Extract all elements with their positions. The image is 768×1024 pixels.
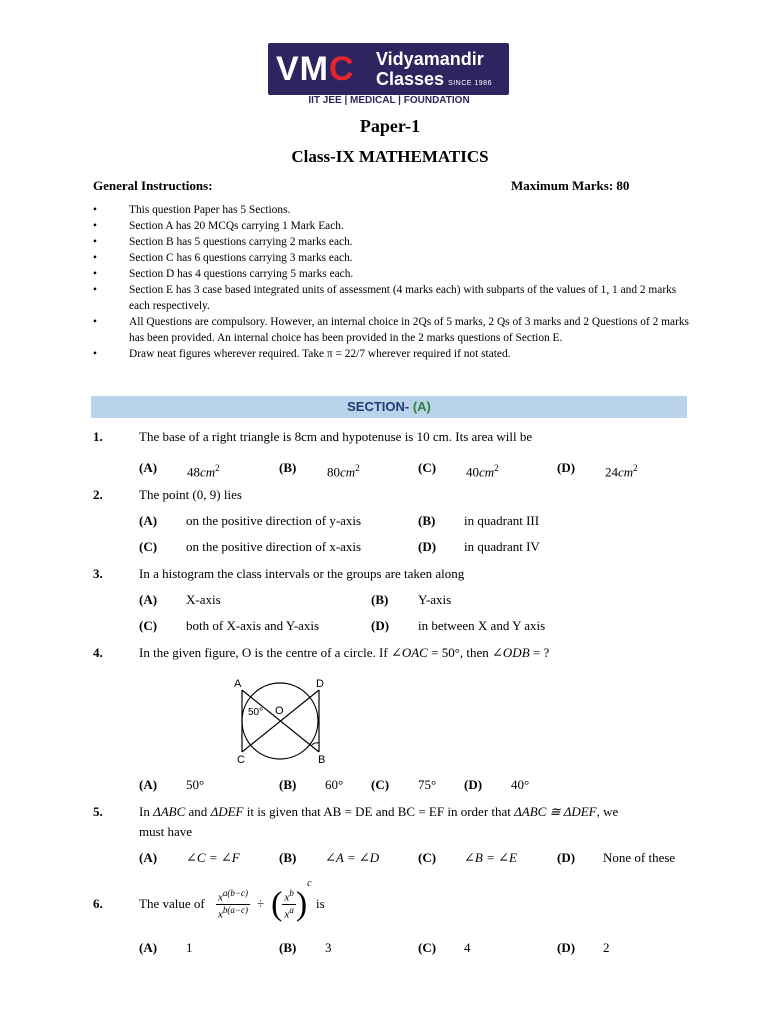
option-a: (A): [139, 592, 158, 607]
subject-title: Class-IX MATHEMATICS: [291, 147, 489, 166]
question-number: 5.: [93, 804, 103, 819]
option-a: (A): [139, 940, 158, 955]
option-d-text: None of these: [603, 850, 676, 865]
option-a-text: 50°: [186, 777, 205, 792]
label-b: B: [318, 754, 326, 766]
question-text: In ΔABC and ΔDEF it is given that AB = DE and BC = EF in order that ΔABC ≅ ΔDEF, we: [139, 804, 619, 819]
option-a: (A): [139, 850, 158, 865]
question-text: The base of a right triangle is 8cm and hypotenuse is 10 cm. Its area will be: [139, 429, 533, 444]
option-c-text: ∠B = ∠E: [464, 850, 517, 865]
option-b-text: Y-axis: [418, 592, 452, 607]
tagline: IIT JEE | MEDICAL | FOUNDATION: [308, 95, 470, 106]
option-d-text: 2: [603, 940, 610, 955]
instructions-list: [93, 203, 693, 363]
question-text: In a histogram the class intervals or the groups are taken along: [139, 566, 465, 581]
option-b-text: in quadrant III: [464, 513, 540, 528]
option-b-text: 3: [325, 940, 332, 955]
option-c: (C): [139, 539, 158, 554]
logo-name: Vidyamandir Classes SINCE 1986: [376, 49, 492, 89]
option-b: (B): [371, 592, 389, 607]
label-d: D: [316, 678, 324, 690]
option-d-text: 40°: [511, 777, 530, 792]
instruction-item: • Section D has 4 questions carrying 5 marks each.: [93, 268, 354, 281]
question-number: 4.: [93, 645, 103, 660]
option-a-text: ∠C = ∠F: [186, 850, 240, 865]
option-a: (A): [139, 460, 158, 475]
instruction-item: • Section C has 6 questions carrying 3 marks each.: [93, 252, 353, 265]
instruction-item: • Section B has 5 questions carrying 2 marks each.: [93, 236, 353, 249]
option-c-text: 4: [464, 940, 471, 955]
instruction-item: • Section A has 20 MCQs carrying 1 Mark Each.: [93, 220, 344, 233]
option-d: (D): [557, 940, 576, 955]
vmc-logo: [268, 43, 509, 95]
option-d-text: in quadrant IV: [464, 539, 540, 554]
label-o: O: [275, 705, 284, 717]
question-text-line2: must have: [139, 824, 193, 839]
instruction-item: • Section E has 3 case based integrated units of assessment (4 marks each) with subparts of the values of 1, 1 and 2 marks each respectively.: [93, 284, 677, 313]
instruction-item: • Draw neat figures wherever required. Take π = 22/7 wherever required if not stated.: [93, 347, 511, 360]
option-a-text: X-axis: [186, 592, 221, 607]
option-d: (D): [371, 618, 390, 633]
option-b-value: $80cm^2$: [327, 463, 360, 480]
angle-arc-b: [311, 743, 319, 746]
option-d-text: in between X and Y axis: [418, 618, 546, 633]
option-b: (B): [279, 460, 297, 475]
option-b-text: ∠A = ∠D: [325, 850, 380, 865]
option-c: (C): [139, 618, 158, 633]
question-number: 6.: [93, 896, 103, 911]
option-a-value: $48cm^2$: [187, 463, 220, 480]
question-text: In the given figure, O is the centre of a circle. If ∠OAC = 50°, then ∠ODB = ?: [139, 645, 550, 660]
option-b: (B): [279, 850, 297, 865]
question-text-is: is: [316, 896, 325, 911]
instruction-item: • All Questions are compulsory. However, an internal choice in 2Qs of 5 marks, 2 Qs of 3 marks and 2 Questions of 2 marks has been provided. An internal choice has been provided in the 2 marks questions of Section E.: [93, 316, 689, 344]
circle-figure: [228, 674, 332, 766]
logo-mark: VMC: [276, 50, 355, 88]
option-b: (B): [418, 513, 436, 528]
option-d: (D): [418, 539, 437, 554]
maximum-marks: Maximum Marks: 80: [511, 178, 630, 193]
option-c-text: on the positive direction of x-axis: [186, 539, 362, 554]
option-d: (D): [464, 777, 483, 792]
question-number: 3.: [93, 566, 103, 581]
option-a: (A): [139, 513, 158, 528]
fraction-inner: $\frac{x^b}{x^a}$: [284, 888, 294, 921]
label-a: A: [234, 678, 242, 690]
option-d-value: $24cm^2$: [605, 463, 638, 480]
question-number: 1.: [93, 429, 103, 444]
question-text: The value of: [139, 896, 205, 911]
question-text: The point (0, 9) lies: [139, 487, 242, 502]
option-c: (C): [418, 460, 437, 475]
general-instructions-heading: General Instructions:: [93, 178, 213, 193]
option-b: (B): [279, 940, 297, 955]
paper-title: Paper-1: [359, 116, 421, 136]
label-angle: 50°: [248, 707, 264, 718]
option-a-text: on the positive direction of y-axis: [186, 513, 362, 528]
option-c: (C): [418, 940, 437, 955]
option-a: (A): [139, 777, 158, 792]
label-c: C: [237, 754, 245, 766]
option-d: (D): [557, 460, 576, 475]
option-b: (B): [279, 777, 297, 792]
option-b-text: 60°: [325, 777, 344, 792]
option-c-value: $40cm^2$: [466, 463, 499, 480]
option-c: (C): [371, 777, 390, 792]
option-d: (D): [557, 850, 576, 865]
fraction-main: $\frac{x^{a(b-c)}}{x^{b(a-c)}}$: [218, 888, 248, 921]
instruction-item: • This question Paper has 5 Sections.: [93, 204, 291, 216]
question-number: 2.: [93, 487, 103, 502]
section-heading: SECTION- (A): [91, 396, 687, 418]
option-c-text: 75°: [418, 777, 437, 792]
option-c: (C): [418, 850, 437, 865]
option-c-text: both of X-axis and Y-axis: [186, 618, 320, 633]
expression: $\frac{x^{a(b-c)}}{x^{b(a-c)}}$ ÷ ( $\frac{x^b}{x^a}$ )$^c$: [218, 878, 312, 923]
option-a-text: 1: [186, 940, 193, 955]
